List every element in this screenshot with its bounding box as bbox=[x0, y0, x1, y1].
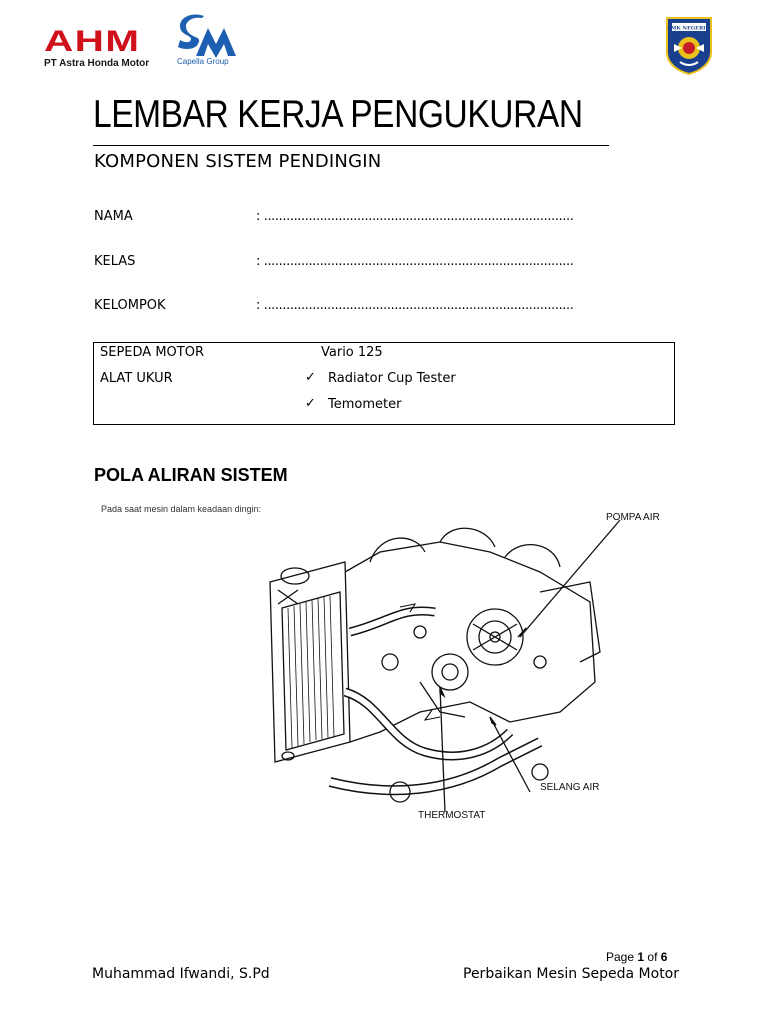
radiator-icon bbox=[270, 562, 350, 762]
page-prefix: Page bbox=[606, 950, 635, 964]
motor-label: SEPEDA MOTOR bbox=[100, 345, 204, 360]
water-pump-icon bbox=[467, 609, 523, 665]
footer-subject: Perbaikan Mesin Sepeda Motor bbox=[463, 966, 680, 982]
callout-selang-air: SELANG AIR bbox=[540, 782, 600, 793]
page-total: 6 bbox=[660, 950, 668, 964]
ahm-logo bbox=[44, 25, 162, 69]
page-subtitle: KOMPONEN SISTEM PENDINGIN bbox=[94, 151, 382, 172]
page-of: of bbox=[647, 950, 658, 964]
section-title: POLA ALIRAN SISTEM bbox=[94, 465, 288, 485]
page-number bbox=[606, 950, 667, 964]
field-kelompok-label: KELOMPOK bbox=[94, 298, 166, 313]
field-kelas-label: KELAS bbox=[94, 254, 136, 269]
title-underline bbox=[93, 145, 609, 146]
field-kelas-blank[interactable]: : ................................................................................... bbox=[256, 254, 574, 269]
callout-thermostat: THERMOSTAT bbox=[418, 810, 486, 821]
motor-value: Vario 125 bbox=[321, 345, 383, 360]
school-emblem-icon bbox=[664, 14, 714, 76]
page-current: 1 bbox=[637, 950, 645, 964]
tool-item: Radiator Cup Tester bbox=[328, 371, 456, 386]
check-icon: ✓ bbox=[305, 370, 316, 385]
check-icon: ✓ bbox=[305, 396, 316, 411]
callout-pompa-air: POMPA AIR bbox=[606, 512, 660, 523]
tools-label: ALAT UKUR bbox=[100, 371, 173, 386]
school-emblem-text: SMK NEGERI 1 bbox=[667, 25, 711, 32]
field-nama-label: NAMA bbox=[94, 209, 133, 224]
field-kelompok-blank[interactable]: : ................................................................................... bbox=[256, 298, 574, 313]
info-box bbox=[93, 342, 675, 425]
page-title: LEMBAR KERJA PENGUKURAN bbox=[93, 93, 583, 136]
tool-item: Temometer bbox=[328, 397, 402, 412]
section-note: Pada saat mesin dalam keadaan dingin: bbox=[101, 504, 262, 514]
capella-group-label: Capella Group bbox=[177, 57, 229, 66]
ahm-logo-text: AHM bbox=[44, 25, 141, 58]
field-nama-blank[interactable]: : ................................................................................... bbox=[256, 209, 574, 224]
footer-author: Muhammad Ifwandi, S.Pd bbox=[92, 966, 270, 982]
ahm-company-name: PT Astra Honda Motor bbox=[44, 58, 150, 69]
